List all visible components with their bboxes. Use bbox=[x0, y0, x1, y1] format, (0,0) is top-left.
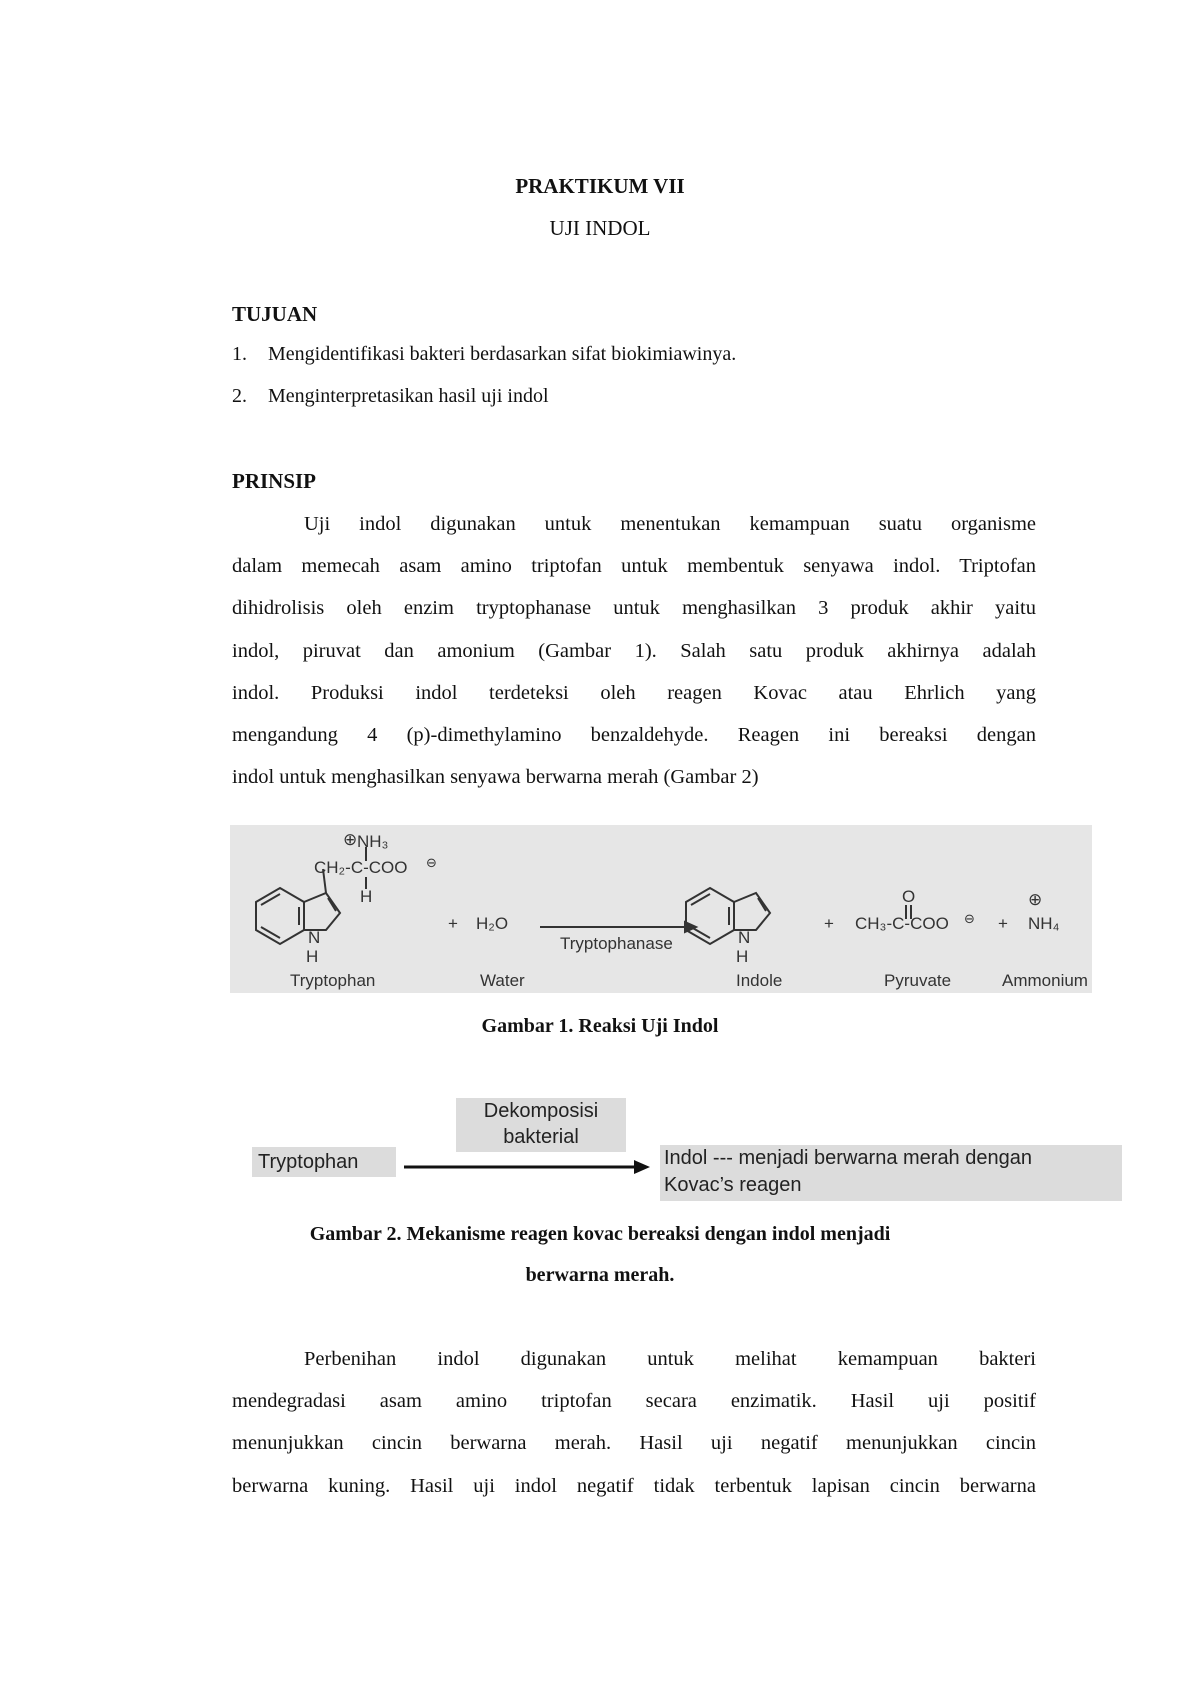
list-item bbox=[232, 343, 736, 366]
paragraph-line: indol untuk menghasilkan senyawa berwarna merah (Gambar 2) bbox=[232, 766, 759, 789]
enzyme-label: Tryptophanase bbox=[560, 934, 673, 953]
prinsip-paragraph bbox=[232, 503, 1036, 798]
indol-result-line: Indol --- menjadi berwarna merah dengan bbox=[664, 1147, 1032, 1169]
tryptophan-nh-label: H bbox=[306, 947, 319, 966]
tryptophan-pyrrole-ring bbox=[304, 893, 340, 930]
tryptophan-n-label: N bbox=[308, 928, 321, 947]
indole-label: Indole bbox=[736, 971, 783, 990]
list-number: 2. bbox=[232, 385, 247, 407]
flow-arrow bbox=[400, 1156, 654, 1178]
indole-pyrrole-ring bbox=[734, 893, 770, 930]
charge-plus-label: ⊕ bbox=[343, 830, 358, 849]
pyruvate-label: Pyruvate bbox=[884, 971, 952, 990]
figure2-caption-line: berwarna merah. bbox=[525, 1264, 675, 1286]
paragraph-line: mendegradasi asam amino triptofan secara enzimatik. Hasil uji positif bbox=[232, 1390, 1036, 1413]
paragraph-line: dalam memecah asam amino triptofan untuk membentuk senyawa indol. Triptofan bbox=[232, 555, 1036, 578]
figure2-caption-line: Gambar 2. Mekanisme reagen kovac bereaksi dengan indol menjadi bbox=[309, 1223, 891, 1245]
decomposition-box bbox=[456, 1098, 626, 1152]
list-item bbox=[232, 385, 549, 408]
pyruvate-charge-minus: ⊖ bbox=[964, 911, 975, 926]
pyruvate-formula: CH₃-C-COO bbox=[855, 914, 949, 933]
nh3-label: NH₃ bbox=[357, 832, 389, 851]
tryptophan-box: Tryptophan bbox=[252, 1147, 396, 1177]
page-title: PRAKTIKUM VII bbox=[515, 174, 685, 198]
paragraph-line: berwarna kuning. Hasil uji indol negatif tidak terbentuk lapisan cincin berwarna bbox=[232, 1474, 1036, 1497]
plus-sign: + bbox=[448, 914, 458, 933]
tryptophan-benzene-ring bbox=[256, 888, 304, 944]
tryptophan-label: Tryptophan bbox=[290, 971, 376, 990]
paragraph-line: dihidrolisis oleh enzim tryptophanase untuk menghasilkan 3 produk akhir yaitu bbox=[232, 597, 1036, 620]
decomposition-line: Dekomposisi bbox=[483, 1100, 599, 1122]
list-number: 1. bbox=[232, 343, 247, 365]
reaction-diagram bbox=[230, 825, 1092, 993]
side-chain-label: CH₂-C-COO bbox=[314, 858, 408, 877]
decomposition-line: bakterial bbox=[503, 1126, 579, 1148]
reaction-figure bbox=[230, 825, 1092, 993]
paragraph-line: menunjukkan cincin berwarna merah. Hasil uji negatif menunjukkan cincin bbox=[232, 1432, 1036, 1455]
paragraph-line: Perbenihan indol digunakan untuk melihat kemampuan bakteri bbox=[304, 1348, 1036, 1370]
water-formula: H₂O bbox=[476, 914, 509, 933]
indol-result-box bbox=[660, 1145, 1122, 1201]
paragraph-line: Uji indol digunakan untuk menentukan kemampuan suatu organisme bbox=[304, 513, 1036, 535]
ammonium-charge-plus: ⊕ bbox=[1028, 890, 1043, 909]
list-text: Menginterpretasikan hasil uji indol bbox=[268, 385, 549, 407]
alpha-h-label: H bbox=[360, 887, 373, 906]
paragraph-line: mengandung 4 (p)-dimethylamino benzaldehyde. Reagen ini bereaksi dengan bbox=[232, 723, 1036, 746]
water-label: Water bbox=[480, 971, 525, 990]
indole-benzene-ring bbox=[686, 888, 734, 944]
plus-sign: + bbox=[824, 914, 834, 933]
charge-minus-label: ⊖ bbox=[426, 855, 437, 870]
indole-n-label: N bbox=[738, 928, 751, 947]
page-subtitle: UJI INDOL bbox=[549, 216, 651, 240]
section-heading-prinsip: PRINSIP bbox=[232, 469, 317, 493]
indole-nh-label: H bbox=[736, 947, 749, 966]
list-text: Mengidentifikasi bakteri berdasarkan sifat biokimiawinya. bbox=[268, 343, 737, 365]
pyruvate-o-label: O bbox=[902, 887, 916, 906]
figure1-caption: Gambar 1. Reaksi Uji Indol bbox=[481, 1015, 719, 1037]
ammonium-label: Ammonium bbox=[1002, 971, 1088, 990]
ammonium-formula: NH₄ bbox=[1028, 914, 1060, 933]
perbenihan-paragraph bbox=[232, 1338, 1036, 1507]
paragraph-line: indol. Produksi indol terdeteksi oleh reagen Kovac atau Ehrlich yang bbox=[232, 681, 1036, 704]
paragraph-line: indol, piruvat dan amonium (Gambar 1). Salah satu produk akhirnya adalah bbox=[232, 639, 1036, 662]
plus-sign: + bbox=[998, 914, 1008, 933]
indol-result-line: Kovac’s reagen bbox=[664, 1174, 802, 1196]
section-heading-tujuan: TUJUAN bbox=[232, 302, 318, 326]
